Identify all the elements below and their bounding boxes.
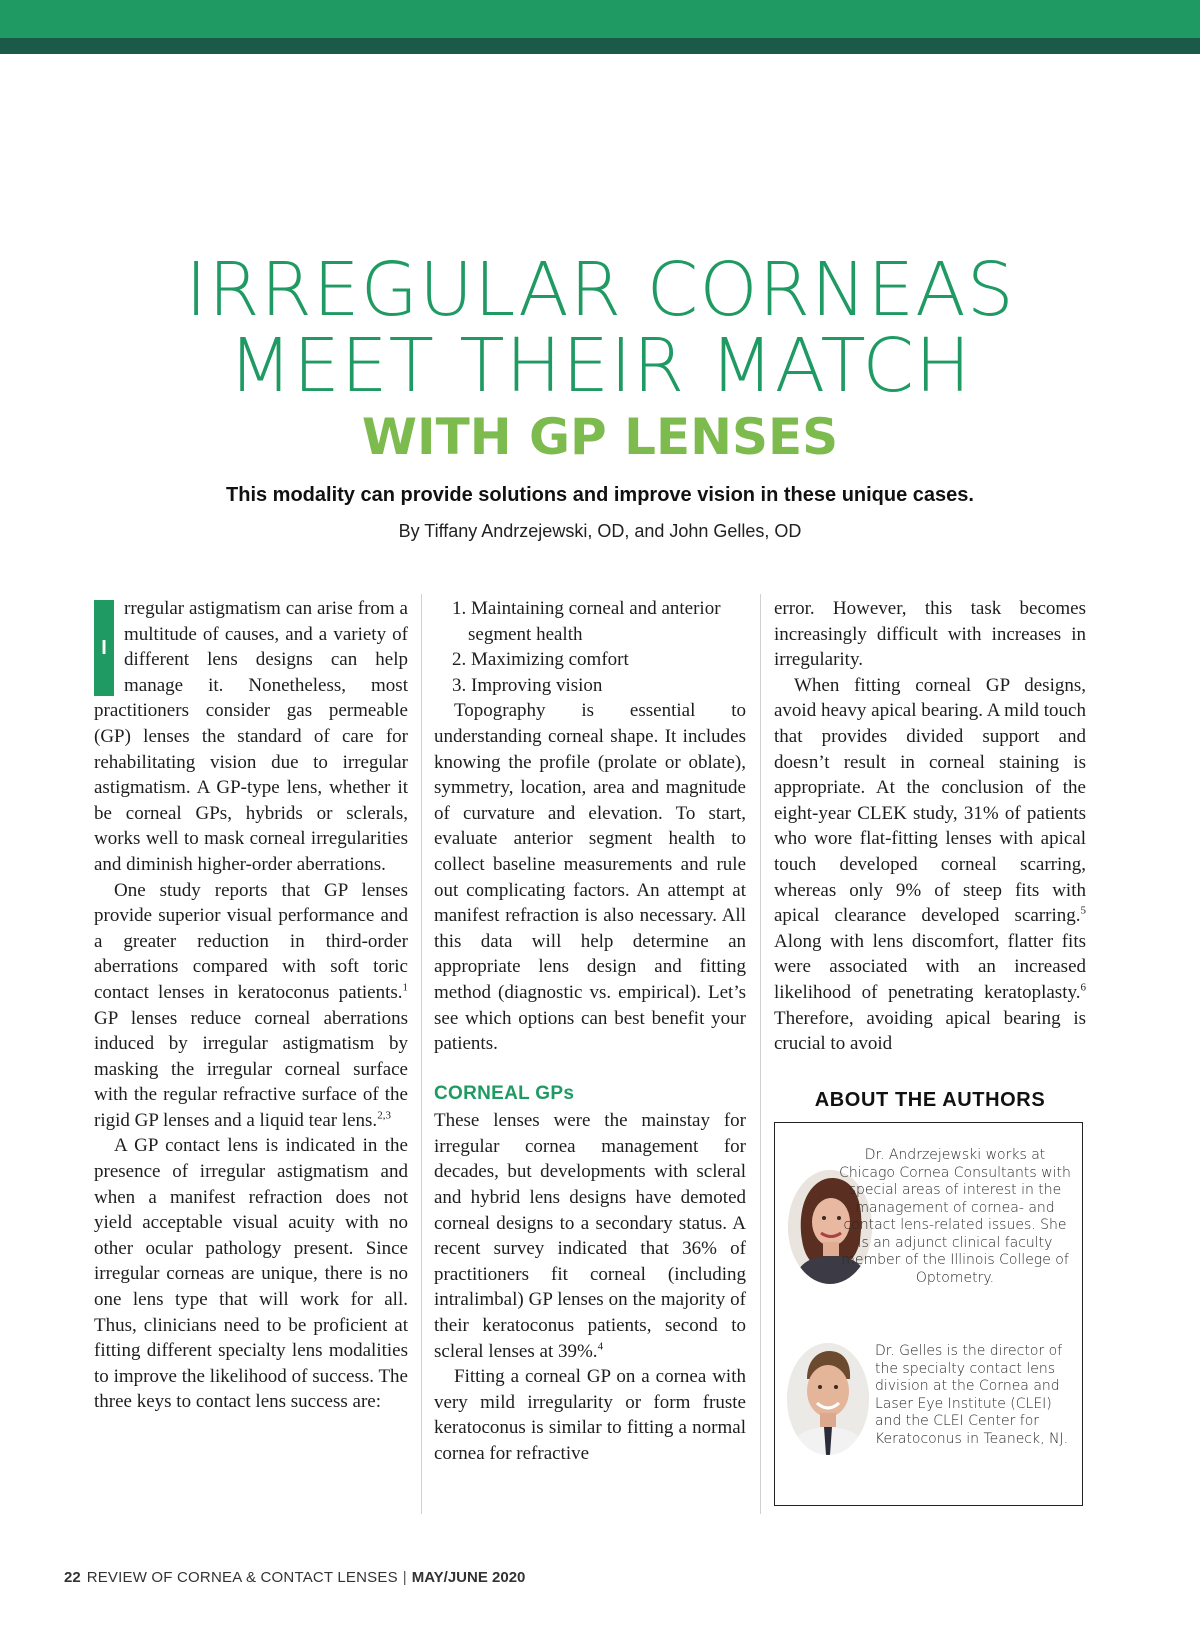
reference-marker: 2,3 <box>377 1109 391 1122</box>
paragraph-text: rregular astigmatism can arise from a multitude of causes, and a variety of different lens designs can help manage it. Nonetheless, most practitioners consider gas permeable (GP) lenses the standard of care for rehabilitating vision due to irregular astigmatism. A GP-type lens, whether it be corneal GPs, hybrids or sclerals, works well to mask corneal irregularities and diminish higher-order aberrations. <box>94 598 408 875</box>
body-paragraph <box>94 878 408 1134</box>
article-subtitle: This modality can provide solutions and improve vision in these unique cases. <box>226 484 974 506</box>
paragraph-text: One study reports that GP lenses provide superior visual performance and a greater reduction in third-order aberrations compared with soft toric contact lenses in keratoconus patients. <box>94 879 408 1003</box>
body-column-1 <box>94 596 408 1415</box>
top-dark-band <box>0 38 1200 54</box>
reference-marker: 4 <box>597 1340 604 1353</box>
paragraph-text: GP lenses reduce corneal aberrations induced by irregular astigmatism by masking the irregular corneal surface with the regular refractive surface of the rigid GP lenses and a liquid tear lens. <box>94 1007 408 1131</box>
issue-date: MAY/JUNE 2020 <box>411 1569 526 1586</box>
section-heading: CORNEAL GPs <box>434 1082 575 1104</box>
author-photo <box>787 1343 869 1455</box>
body-paragraph: Fitting a corneal GP on a cornea with very mild irregularity or form fruste keratoconus is similar to fitting a normal cornea for refractive <box>434 1366 746 1464</box>
author-bio-gelles: Dr. Gelles is the director of the specialty contact lens division at the Cornea and Laser Eye Institute (CLEI) and the CLEI Center for Keratoconus in Teaneck, NJ. <box>875 1343 1069 1447</box>
paragraph-text: Therefore, avoiding apical bearing is crucial to avoid <box>774 1007 1086 1055</box>
body-paragraph: error. However, this task becomes increasingly difficult with increases in irregularity. <box>774 598 1086 671</box>
list-item: 2. Maximizing comfort <box>452 649 629 671</box>
top-color-band <box>0 0 1200 38</box>
reference-marker: 5 <box>1080 904 1086 917</box>
page-number: 22 <box>64 1569 81 1586</box>
article-title-line-1: IRREGULAR CORNEAS <box>185 247 1015 333</box>
magazine-name: REVIEW OF CORNEA & CONTACT LENSES <box>86 1569 398 1586</box>
column-divider <box>421 594 422 1514</box>
footer-separator: | <box>402 1569 407 1586</box>
paragraph-text: When fitting corneal GP designs, avoid heavy apical bearing. A mild touch that provides divided support and doesn’t result in corneal staining is appropriate. At the conclusion of the eight-year CLEK study, 31% of patients who wore flat-fitting lenses with apical touch developed corneal scarring, whereas only 9% of steep fits with apical clearance developed scarring. <box>774 674 1086 927</box>
page-footer <box>64 1569 525 1586</box>
paragraph-text: These lenses were the mainstay for irregular cornea management for decades, but developments with scleral and hybrid lens designs have demoted corneal designs to a secondary status. A recent survey indicated that 36% of practitioners fit corneal (including intralimbal) GP lenses on the majority of their keratoconus patients, second to scleral lenses at 39%. <box>434 1110 746 1362</box>
reference-marker: 1 <box>402 981 408 994</box>
list-item: 1. Maintaining corneal and anterior segment health <box>452 598 721 645</box>
reference-marker: 6 <box>1080 981 1086 994</box>
article-title-line-2: MEET THEIR MATCH <box>228 323 972 409</box>
body-column-3 <box>774 596 1086 1057</box>
column-divider <box>760 594 761 1514</box>
numbered-list <box>434 596 746 698</box>
author-bio-box <box>774 1122 1083 1506</box>
body-paragraph <box>94 596 408 878</box>
article-title-line-3: WITH GP LENSES <box>361 408 839 466</box>
author-bio-andrzejewski: Dr. Andrzejewski works at Chicago Cornea Consultants with special areas of interest in the management of cornea- and contact lens-related issues. She is an adjunct clinical faculty member of the Illinois College of Optometry. <box>839 1147 1071 1286</box>
body-paragraph <box>434 1108 746 1364</box>
drop-cap: I <box>94 600 114 696</box>
list-item: 3. Improving vision <box>452 674 603 696</box>
body-paragraph <box>774 673 1086 1057</box>
author-portrait-icon <box>787 1343 869 1455</box>
body-column-2 <box>434 596 746 1467</box>
about-authors-heading: ABOUT THE AUTHORS <box>814 1089 1046 1111</box>
paragraph-text: Along with lens discomfort, flatter fits were associated with an increased likelihood of penetrating keratoplasty. <box>774 930 1086 1003</box>
body-paragraph: A GP contact lens is indicated in the presence of irregular astigmatism and when a manifest refraction does not yield acceptable visual acuity with no other ocular pathology present. Since irregular corneas are unique, there is no one lens type that will work for all. Thus, clinicians need to be proficient at fitting different specialty lens modalities to improve the likelihood of success. The three keys to contact lens success are: <box>94 1135 408 1413</box>
article-byline: By Tiffany Andrzejewski, OD, and John Gelles, OD <box>398 521 802 541</box>
body-paragraph: Topography is essential to understanding corneal shape. It includes knowing the profile (prolate or oblate), symmetry, location, area and magnitude of curvature and elevation. To start, evaluate anterior segment health to collect baseline measurements and rule out complicating factors. An attempt at manifest refraction is also necessary. All this data will help determine an appropriate lens design and fitting method (diagnostic vs. empirical). Let’s see which options can best benefit your patients. <box>434 700 746 1055</box>
